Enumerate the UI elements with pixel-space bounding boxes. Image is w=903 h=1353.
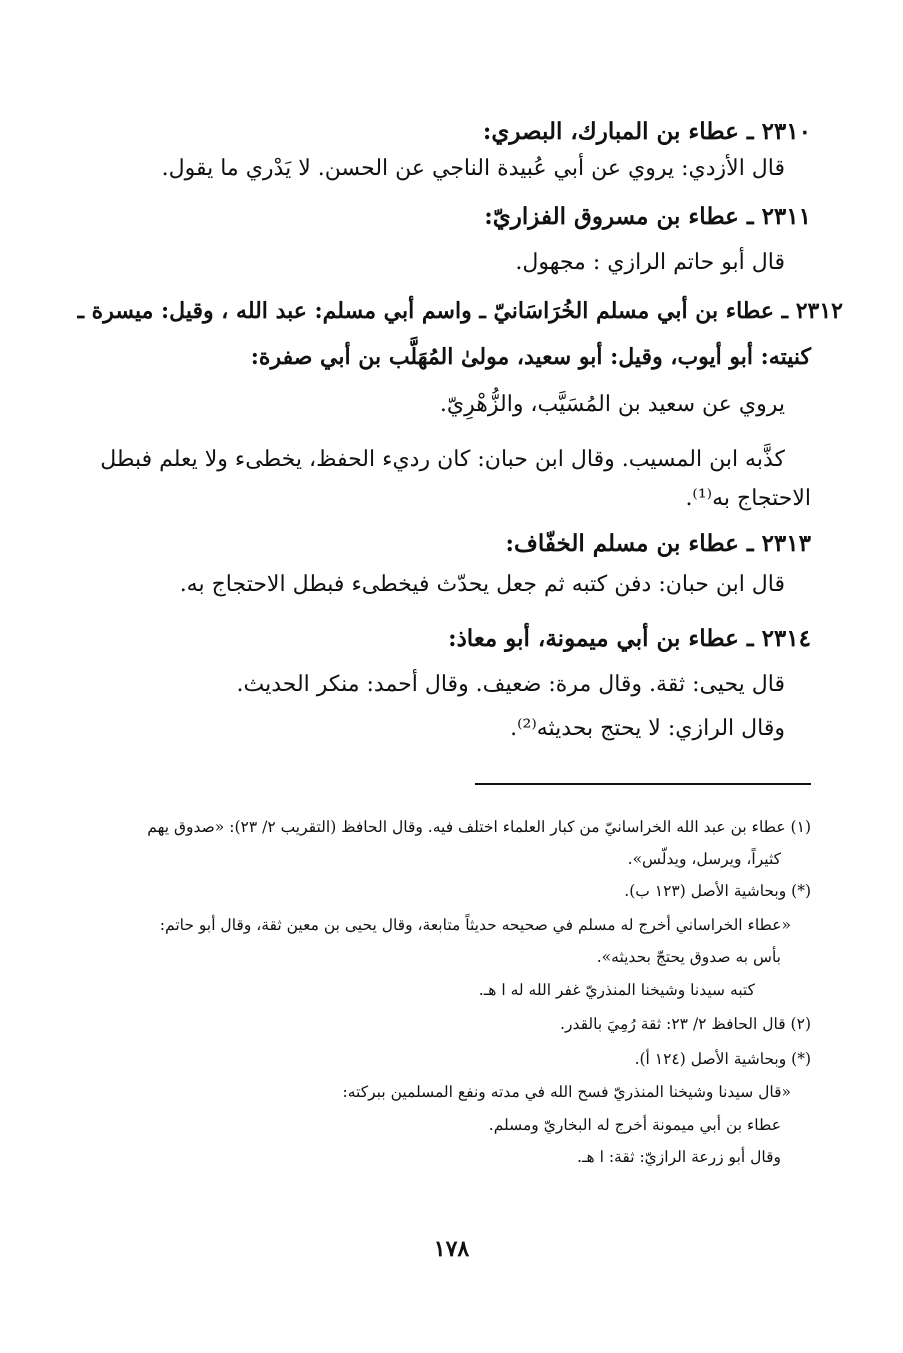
entry-2314-body-line1: قال يحيى: ثقة. وقال مرة: ضعيف. وقال أحمد: منكر الحديث.: [236, 672, 785, 697]
entry-2311-title: ٢٣١١ ـ عطاء بن مسروق الفزاريّ:: [484, 203, 811, 230]
footnote-divider: [475, 783, 811, 785]
footnote-margin-note-1: (*) وبحاشية الأصل (١٢٣ ب).: [624, 882, 811, 900]
footnote-1-line1: (١) عطاء بن عبد الله الخراسانيّ من كبار العلماء اختلف فيه. وقال الحافظ (التقريب ٢/ ٢٣): «صدوق يهم: [147, 818, 811, 836]
footnote-quote-2-line1: «قال سيدنا وشيخنا المنذريّ فسح الله في مدته ونفع المسلمين ببركته:: [342, 1083, 791, 1101]
page-number: ١٧٨: [433, 1236, 470, 1262]
footnote-quote-2-line2: عطاء بن أبي ميمونة أخرج له البخاريّ ومسلم.: [488, 1116, 781, 1134]
entry-2311-body: قال أبو حاتم الرازي : مجهول.: [515, 250, 785, 275]
footnote-margin-note-2: (*) وبحاشية الأصل (١٢٤ أ).: [634, 1050, 811, 1068]
entry-2310-body: قال الأزدي: يروي عن أبي عُبيدة الناجي عن الحسن. لا يَدْري ما يقول.: [161, 156, 785, 181]
entry-2313-body: قال ابن حبان: دفن كتبه ثم جعل يحدّث فيخطىء فبطل الاحتجاج به.: [179, 572, 785, 597]
footnote-quote-2-line3: وقال أبو زرعة الرازيّ: ثقة: ا هـ.: [577, 1148, 781, 1166]
footnote-2-line1: (٢) قال الحافظ ٢/ ٢٣: ثقة رُمِيَ بالقدر.: [560, 1015, 811, 1033]
entry-2314-title: ٢٣١٤ ـ عطاء بن أبي ميمونة، أبو معاذ:: [448, 625, 811, 652]
footnote-quote-1-line2: بأس به صدوق يحتجّ بحديثه».: [596, 948, 781, 966]
entry-2312-body-line1: يروي عن سعيد بن المُسَيَّب، والزُّهْرِيّ.: [439, 392, 785, 417]
entry-2313-title: ٢٣١٣ ـ عطاء بن مسلم الخفّاف:: [505, 530, 811, 557]
entry-2312-body-line3: الاحتجاج به⁽¹⁾.: [685, 486, 811, 511]
footnote-quote-1-line3: كتبه سيدنا وشيخنا المنذريّ غفر الله له ا هـ.: [478, 981, 755, 999]
entry-2310-title: ٢٣١٠ ـ عطاء بن المبارك، البصري:: [482, 118, 811, 145]
entry-2312-title-line2: كنيته: أبو أيوب، وقيل: أبو سعيد، مولىٰ المُهَلَّب بن أبي صفرة:: [250, 344, 811, 370]
entry-2314-body-line2: وقال الرازي: لا يحتج بحديثه⁽²⁾.: [510, 716, 785, 741]
footnote-quote-1-line1: «عطاء الخراساني أخرج له مسلم في صحيحه حديثاً متابعة، وقال يحيى بن معين ثقة، وقال أبو حاتم:: [159, 916, 791, 934]
footnote-1-line2: كثيراً، ويرسل، ويدلّس».: [627, 850, 781, 868]
entry-2312-title-line1: ٢٣١٢ ـ عطاء بن أبي مسلم الخُرَاسَانيّ ـ واسم أبي مسلم: عبد الله ، وقيل: ميسرة ـ: [77, 298, 843, 324]
entry-2312-body-line2: كذَّبه ابن المسيب. وقال ابن حبان: كان رديء الحفظ، يخطىء ولا يعلم فبطل: [100, 447, 785, 472]
